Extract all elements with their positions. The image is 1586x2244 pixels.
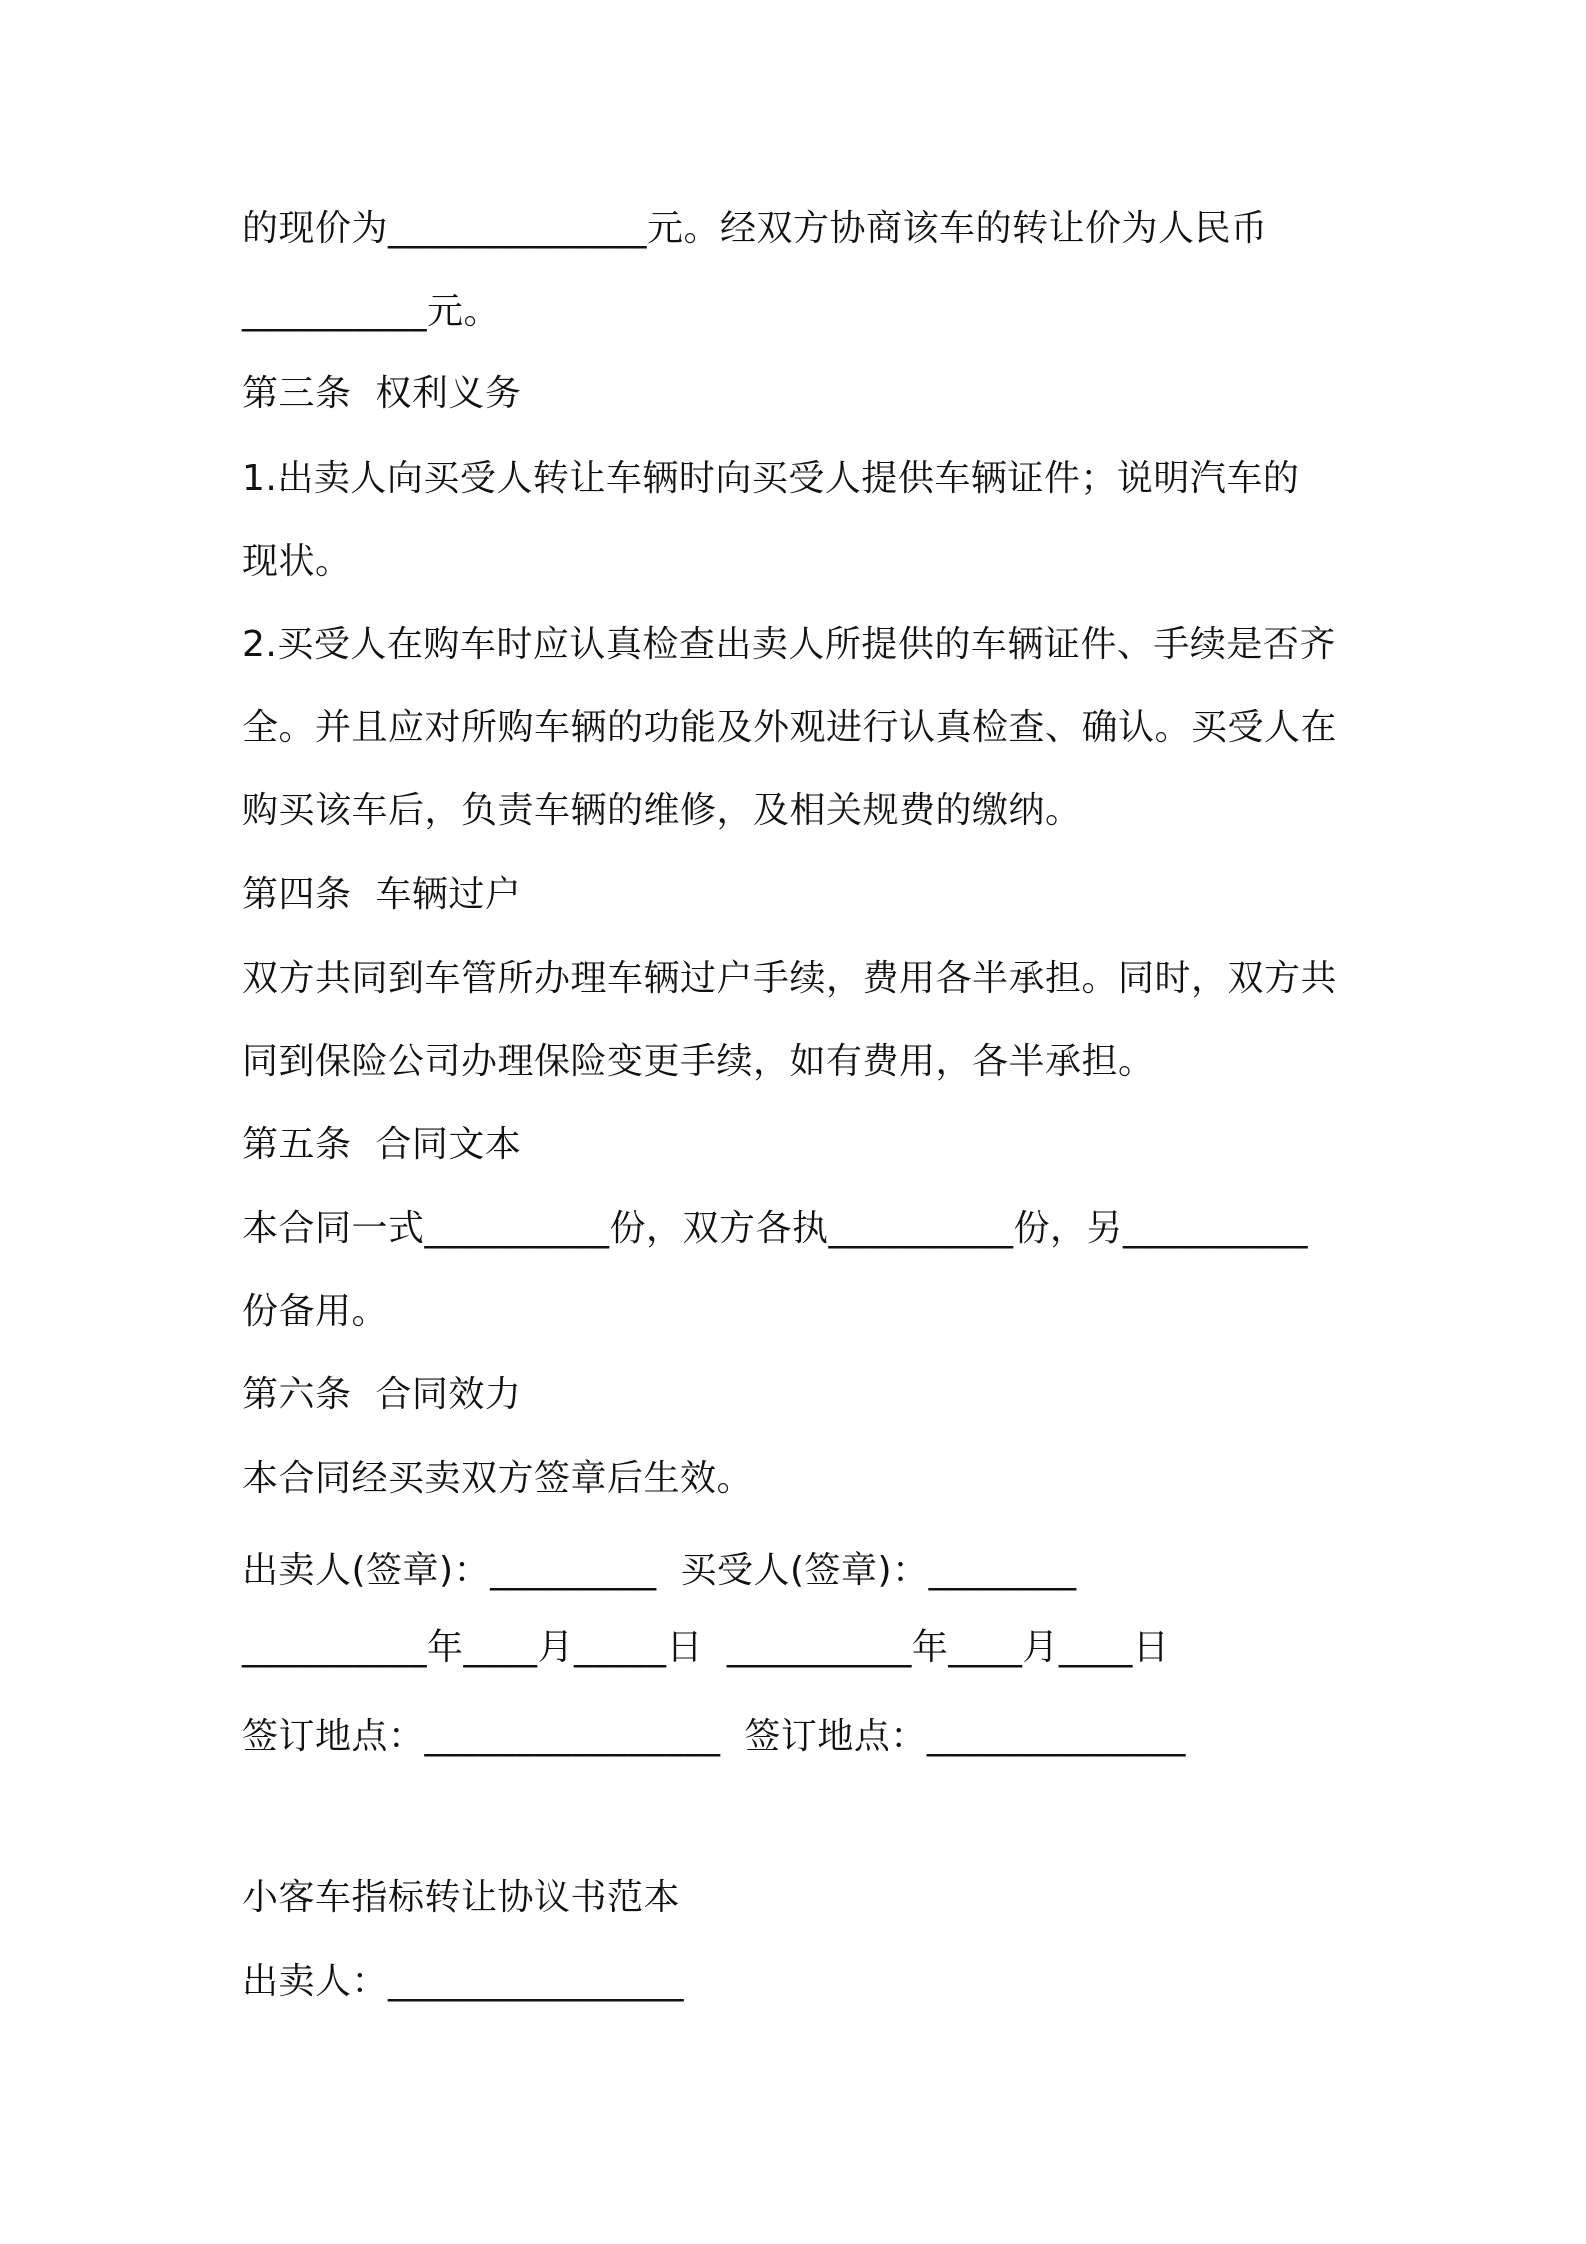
price-clause-line: 的现价为______________元。经双方协商该车的转让价为人民币 xyxy=(242,208,1268,249)
article-3-heading: 第三条 权利义务 xyxy=(242,373,522,414)
date-line: __________年____月_____日 __________年____月____日 xyxy=(242,1627,1170,1668)
signature-line: 出卖人(签章)：_________ 买受人(签章)：________ xyxy=(242,1550,1077,1591)
article-5-body-continued: 份备用。 xyxy=(242,1291,389,1332)
seller-field-line: 出卖人：________________ xyxy=(242,1961,685,2002)
signing-place-line: 签订地点：________________ 签订地点：______________ xyxy=(242,1716,1186,1757)
article-6-body: 本合同经买卖双方签章后生效。 xyxy=(242,1458,754,1499)
new-document-title: 小客车指标转让协议书范本 xyxy=(242,1877,681,1918)
article-4-body: 双方共同到车管所办理车辆过户手续，费用各半承担。同时，双方共 xyxy=(242,958,1338,999)
article-5-heading: 第五条 合同文本 xyxy=(242,1124,522,1165)
article-5-body: 本合同一式__________份，双方各执__________份，另__________ xyxy=(242,1208,1309,1249)
article-4-body-continued: 同到保险公司办理保险变更手续，如有费用，各半承担。 xyxy=(242,1041,1155,1082)
article-3-item-1: 1.出卖人向买受人转让车辆时向买受人提供车辆证件；说明汽车的 xyxy=(242,458,1300,499)
article-4-heading: 第四条 车辆过户 xyxy=(242,874,522,915)
article-3-item-1-continued: 现状。 xyxy=(242,541,352,582)
article-6-heading: 第六条 合同效力 xyxy=(242,1374,522,1415)
article-3-item-2-end: 购买该车后，负责车辆的维修，及相关规费的缴纳。 xyxy=(242,790,1082,831)
article-3-item-2: 2.买受人在购车时应认真检查出卖人所提供的车辆证件、手续是否齐 xyxy=(242,624,1336,665)
price-clause-line-continued: __________元。 xyxy=(242,291,501,332)
article-3-item-2-continued: 全。并且应对所购车辆的功能及外观进行认真检查、确认。买受人在 xyxy=(242,707,1338,748)
